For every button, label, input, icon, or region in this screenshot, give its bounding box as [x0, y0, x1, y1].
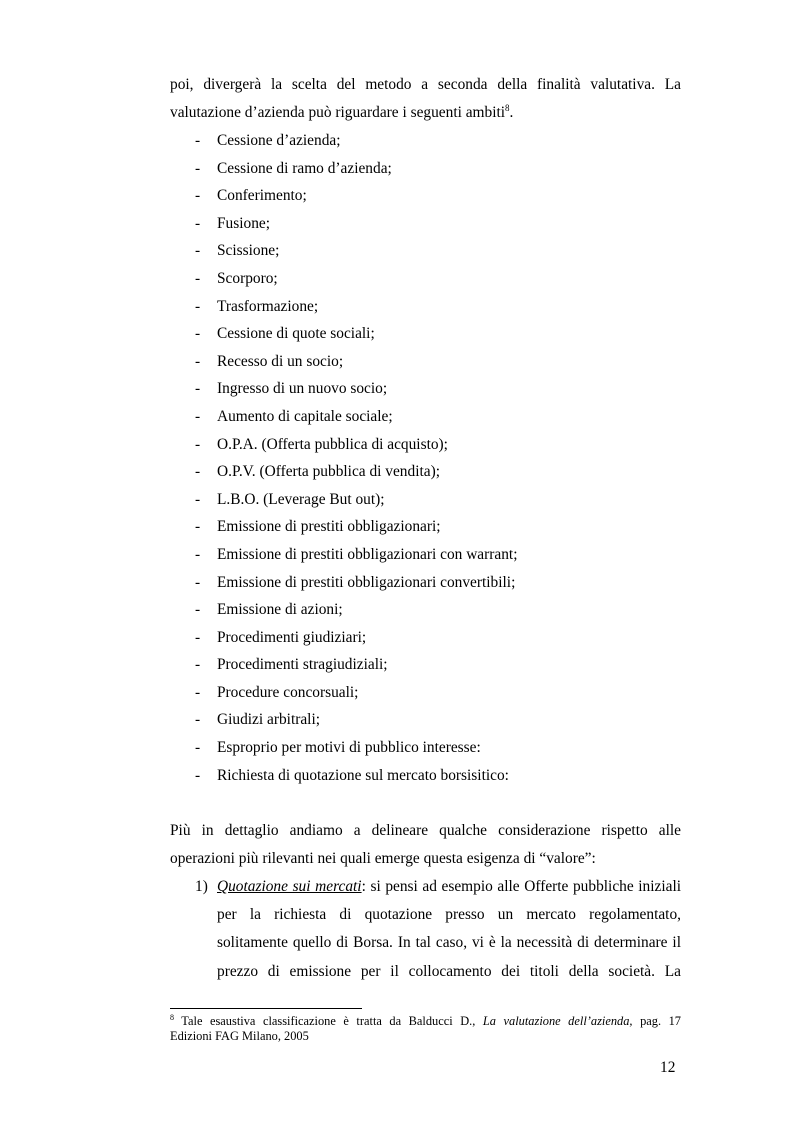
footnote-text-before: Tale esaustiva classificazione è tratta da Balducci D.,: [174, 1014, 483, 1028]
list-item: [170, 458, 681, 486]
list-item: [170, 348, 681, 376]
list-item-text: Trasformazione;: [217, 297, 319, 315]
list-item: [170, 762, 681, 790]
list-item-text: Fusione;: [217, 214, 271, 232]
list-item: [170, 513, 681, 541]
list-item-text: Aumento di capitale sociale;: [217, 407, 393, 425]
list-item-text: Cessione d’azienda;: [217, 132, 341, 149]
list-item-text: Cessione di quote sociali;: [217, 325, 375, 343]
numbered-item-number: 1): [195, 878, 208, 895]
list-item-text: Giudizi arbitrali;: [217, 711, 321, 729]
footnote-text-after: pag. 17: [632, 1014, 681, 1028]
list-item: [170, 403, 681, 431]
list-dash-marker: -: [195, 490, 201, 508]
list-item-text: Ingresso di un nuovo socio;: [217, 380, 388, 398]
list-item: [170, 541, 681, 569]
list-dash-marker: -: [195, 628, 201, 646]
list-dash-marker: -: [195, 739, 201, 757]
list-item: [170, 155, 681, 183]
page-number: 12: [660, 1059, 676, 1076]
list-dash-marker: -: [195, 601, 201, 619]
ambiti-list: [170, 127, 681, 789]
detail-paragraph: [170, 817, 681, 873]
list-dash-marker: -: [195, 656, 201, 674]
numbered-item-title: Quotazione sui mercati: [217, 878, 362, 895]
list-item: [170, 596, 681, 624]
list-item-text: Procedure concorsuali;: [217, 683, 359, 701]
list-item: [170, 624, 681, 652]
list-dash-marker: -: [195, 269, 201, 287]
numbered-item-text: [217, 873, 681, 986]
list-item-text: Recesso di un socio;: [217, 352, 344, 370]
list-dash-marker: -: [195, 407, 201, 425]
footnote: [170, 1014, 681, 1044]
list-dash-marker: -: [195, 187, 201, 205]
list-item-text: Cessione di ramo d’azienda;: [217, 159, 392, 177]
list-dash-marker: -: [195, 463, 201, 481]
list-dash-marker: -: [195, 380, 201, 398]
list-item-text: Emissione di prestiti obbligazionari convertibili;: [217, 573, 516, 591]
list-item: [170, 486, 681, 514]
list-item: [170, 375, 681, 403]
list-item-text: Emissione di prestiti obbligazionari con warrant;: [217, 545, 518, 563]
list-item: [170, 706, 681, 734]
footnote-number: 8: [170, 1012, 174, 1022]
list-item-text: Emissione di prestiti obbligazionari;: [217, 518, 441, 536]
list-dash-marker: -: [195, 683, 201, 701]
intro-line-1: poi, divergerà la scelta del metodo a seconda della finalità valutativa. La: [170, 76, 681, 93]
list-item: [170, 320, 681, 348]
list-dash-marker: -: [195, 573, 201, 591]
list-item: [170, 734, 681, 762]
list-dash-marker: -: [195, 352, 201, 370]
footnote-title: La valutazione dell’azienda,: [482, 1014, 633, 1028]
list-item: [170, 293, 681, 321]
list-item: [170, 265, 681, 293]
list-item: [170, 182, 681, 210]
list-item-text: Scissione;: [217, 242, 280, 260]
list-item: [170, 127, 681, 155]
list-dash-marker: -: [195, 711, 201, 729]
footnote-reference[interactable]: 8: [505, 103, 510, 114]
footnote-line-1: [170, 1014, 681, 1029]
list-item: [170, 651, 681, 679]
detail-line-2: operazioni più rilevanti nei quali emerge questa esigenza di “valore”:: [170, 850, 596, 868]
list-dash-marker: -: [195, 325, 201, 343]
list-item: [170, 569, 681, 597]
footnote-line-2: Edizioni FAG Milano, 2005: [170, 1029, 309, 1043]
list-dash-marker: -: [195, 435, 201, 453]
list-item: [170, 431, 681, 459]
intro-line-2-end: .: [509, 104, 514, 122]
intro-line-2: valutazione d’azienda può riguardare i seguenti ambiti: [170, 104, 506, 122]
numbered-item-body: : si pensi ad esempio alle Offerte pubbliche iniziali per la richiesta di quotazione presso un mercato regolamentato, solitamente quello di Borsa. In tal caso, vi è la necessità di determinare il prezzo di emissione per il collocamento dei titoli della società. La: [217, 878, 682, 980]
list-item: [170, 210, 681, 238]
list-dash-marker: -: [195, 297, 201, 315]
list-item-text: Emissione di azioni;: [217, 601, 343, 619]
list-item-text: Procedimenti giudiziari;: [217, 628, 367, 646]
list-dash-marker: -: [195, 132, 201, 149]
list-item-text: Procedimenti stragiudiziali;: [217, 656, 388, 674]
footnote-separator: [170, 1008, 362, 1009]
numbered-item: [170, 873, 681, 986]
list-item-text: Richiesta di quotazione sul mercato borsisitico:: [217, 766, 509, 784]
list-item-text: Conferimento;: [217, 187, 307, 205]
intro-paragraph: [170, 71, 681, 127]
list-dash-marker: -: [195, 766, 201, 784]
list-item: [170, 237, 681, 265]
list-item: [170, 679, 681, 707]
list-item-text: L.B.O. (Leverage But out);: [217, 490, 385, 508]
list-dash-marker: -: [195, 518, 201, 536]
list-item-text: Esproprio per motivi di pubblico interesse:: [217, 739, 481, 757]
list-dash-marker: -: [195, 242, 201, 260]
list-dash-marker: -: [195, 545, 201, 563]
list-dash-marker: -: [195, 159, 201, 177]
list-dash-marker: -: [195, 214, 201, 232]
list-item-text: O.P.A. (Offerta pubblica di acquisto);: [217, 435, 448, 453]
detail-line-1: Più in dettaglio andiamo a delineare qualche considerazione rispetto alle: [170, 822, 681, 839]
list-item-text: Scorporo;: [217, 269, 278, 287]
list-item-text: O.P.V. (Offerta pubblica di vendita);: [217, 463, 440, 481]
